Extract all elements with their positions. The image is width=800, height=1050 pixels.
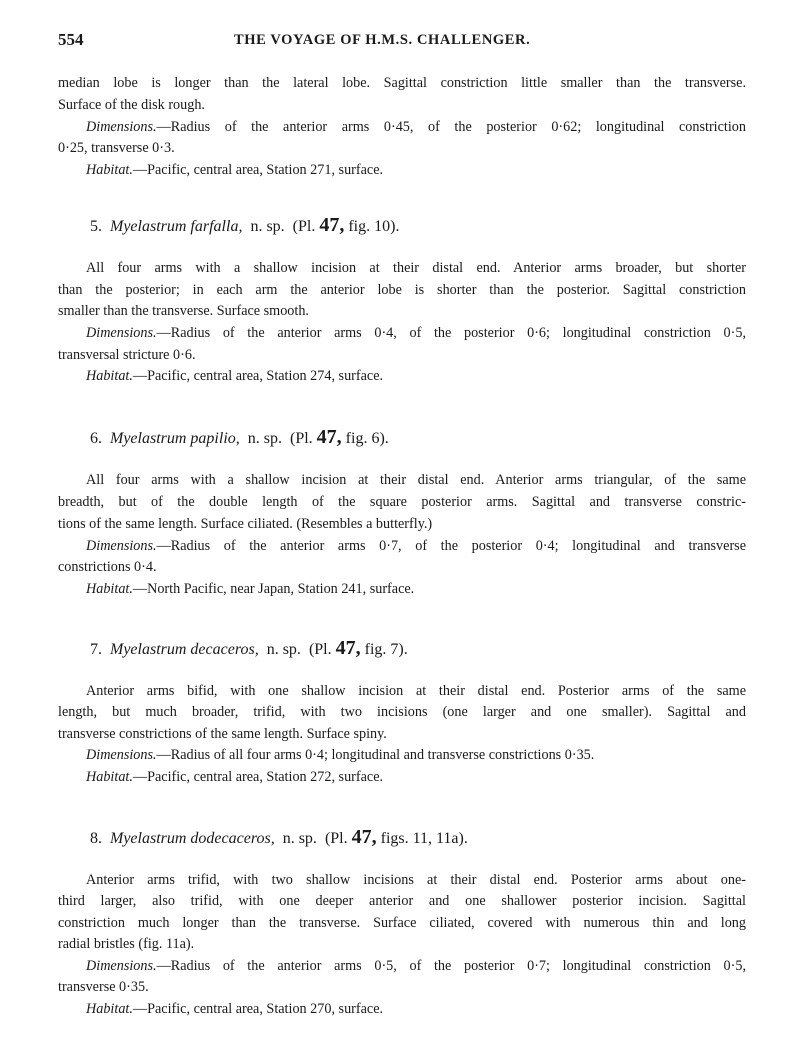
- dimensions-label: Dimensions.: [86, 538, 157, 554]
- body-line: constriction much longer than the transverse. Surface ciliated, covered with numerous thin and long: [58, 915, 746, 931]
- plate-number: 47,: [316, 426, 342, 448]
- running-title: THE VOYAGE OF H.M.S. CHALLENGER.: [234, 32, 531, 48]
- habitat-line: Habitat.—Pacific, central area, Station 272, surface.: [86, 769, 384, 785]
- plate-number: 47,: [335, 637, 361, 659]
- body-line: breadth, but of the double length of the square posterior arms. Sagittal and transverse constric-: [58, 494, 746, 510]
- habitat-line: Habitat.—North Pacific, near Japan, Station 241, surface.: [86, 581, 415, 597]
- dimensions-line: Dimensions.—Radius of the anterior arms 0·4, of the posterior 0·6; longitudinal constriction 0·5,: [86, 325, 746, 341]
- dimensions-line: Dimensions.—Radius of all four arms 0·4; longitudinal and transverse constrictions 0·35.: [86, 747, 595, 763]
- habitat-label: Habitat.: [86, 581, 133, 597]
- body-line: Surface of the disk rough.: [58, 97, 205, 113]
- body-line: transverse constrictions of the same length. Surface spiny.: [58, 726, 387, 742]
- dimensions-line: transverse 0·35.: [58, 979, 149, 995]
- dimensions-line: Dimensions.—Radius of the anterior arms 0·7, of the posterior 0·4; longitudinal and transverse: [86, 538, 746, 554]
- dimensions-line: Dimensions.—Radius of the anterior arms 0·45, of the posterior 0·62; longitudinal constriction: [86, 119, 746, 135]
- body-line: than the posterior; in each arm the anterior lobe is shorter than the posterior. Sagittal constriction: [58, 282, 746, 298]
- plate-number: 47,: [351, 826, 377, 848]
- species-heading: 7. Myelastrum decaceros, n. sp. (Pl. 47, fig. 7).: [90, 637, 408, 659]
- page-header: [58, 30, 746, 56]
- species-heading: 8. Myelastrum dodecaceros, n. sp. (Pl. 47, figs. 11, 11a).: [90, 826, 468, 848]
- species-name: Myelastrum decaceros,: [110, 641, 259, 658]
- body-line: All four arms with a shallow incision at their distal end. Anterior arms triangular, of the same: [86, 472, 746, 488]
- species-name: Myelastrum farfalla,: [110, 218, 243, 235]
- body-line: radial bristles (fig. 11a).: [58, 936, 195, 952]
- page-number: 554: [58, 30, 84, 49]
- habitat-label: Habitat.: [86, 162, 133, 178]
- habitat-line: Habitat.—Pacific, central area, Station 271, surface.: [86, 162, 384, 178]
- dimensions-label: Dimensions.: [86, 325, 157, 341]
- plate-number: 47,: [319, 214, 345, 236]
- dimensions-line: 0·25, transverse 0·3.: [58, 140, 175, 156]
- dimensions-label: Dimensions.: [86, 747, 157, 763]
- body-line: third larger, also trifid, with one deeper anterior and one shallower posterior incision. Sagittal: [58, 893, 746, 909]
- body-line: length, but much broader, trifid, with two incisions (one larger and one smaller). Sagittal and: [58, 704, 746, 720]
- body-line: tions of the same length. Surface ciliated. (Resembles a butterfly.): [58, 516, 433, 532]
- habitat-line: Habitat.—Pacific, central area, Station 270, surface.: [86, 1001, 384, 1017]
- species-name: Myelastrum dodecaceros,: [110, 830, 275, 847]
- body-line: All four arms with a shallow incision at their distal end. Anterior arms broader, but shorter: [86, 260, 746, 276]
- body-line: smaller than the transverse. Surface smooth.: [58, 303, 309, 319]
- dimensions-label: Dimensions.: [86, 119, 157, 135]
- dimensions-label: Dimensions.: [86, 958, 157, 974]
- habitat-label: Habitat.: [86, 769, 133, 785]
- species-heading: 5. Myelastrum farfalla, n. sp. (Pl. 47, fig. 10).: [90, 214, 400, 236]
- body-line: Anterior arms trifid, with two shallow incisions at their distal end. Posterior arms about one-: [86, 872, 746, 888]
- habitat-label: Habitat.: [86, 368, 133, 384]
- species-heading: 6. Myelastrum papilio, n. sp. (Pl. 47, fig. 6).: [90, 426, 389, 448]
- habitat-line: Habitat.—Pacific, central area, Station 274, surface.: [86, 368, 384, 384]
- species-name: Myelastrum papilio,: [110, 430, 240, 447]
- dimensions-line: Dimensions.—Radius of the anterior arms 0·5, of the posterior 0·7; longitudinal constriction 0·5,: [86, 958, 746, 974]
- dimensions-line: constrictions 0·4.: [58, 559, 157, 575]
- dimensions-line: transversal stricture 0·6.: [58, 347, 196, 363]
- body-line: Anterior arms bifid, with one shallow incision at their distal end. Posterior arms of the same: [86, 683, 746, 699]
- habitat-label: Habitat.: [86, 1001, 133, 1017]
- body-line: median lobe is longer than the lateral lobe. Sagittal constriction little smaller than the transverse.: [58, 75, 746, 91]
